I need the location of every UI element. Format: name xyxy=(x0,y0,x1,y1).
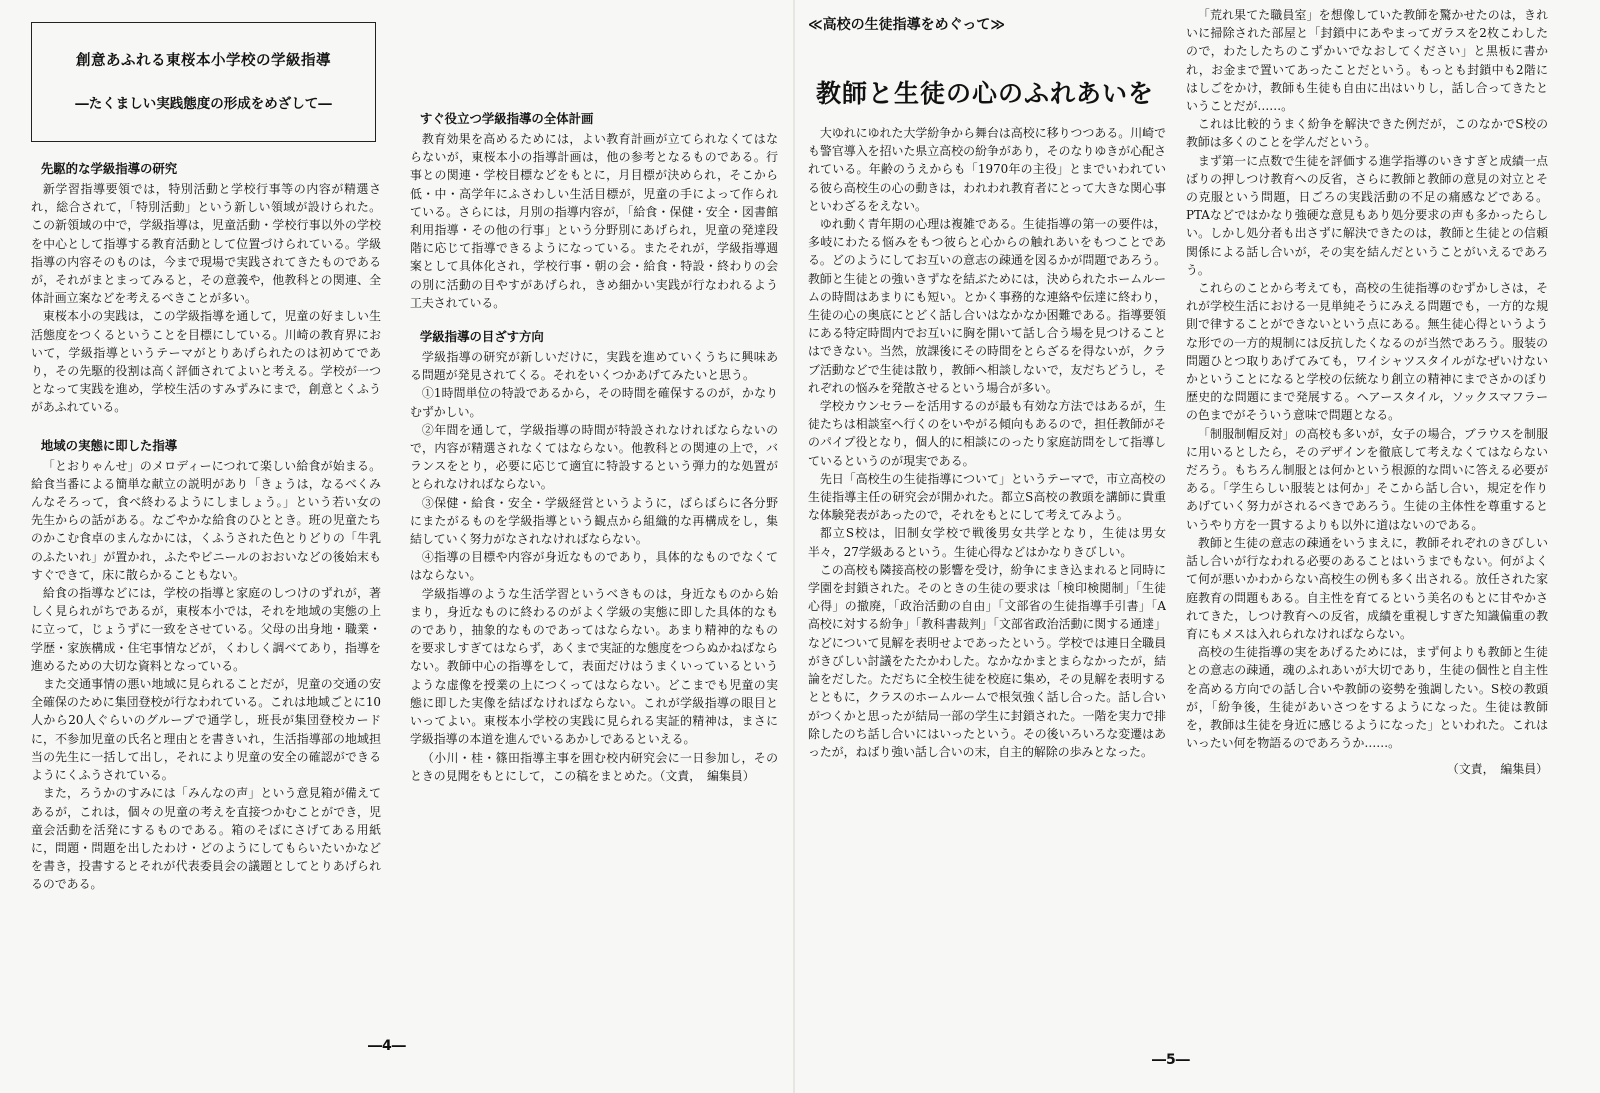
article-title: 創意あふれる東桜本小学校の学級指導 xyxy=(76,53,331,69)
paragraph: また交通事情の悪い地域に見られることだが，児童の交通の安全確保のために集団登校が行なわれている。これは地域ごとに10人から20人ぐらいのグループで通学し，班長が集団登校カードに，不参加児童の氏名と理由とを書きいれ，生活指導部の地域担当の先生に一括して出し，それにより児童の安全の確認ができるようにくふうされている。 xyxy=(31,677,381,783)
section-heading: 先駆的な学級指導の研究 xyxy=(40,161,178,176)
paragraph: 給食の指導などには，学校の指導と家庭のしつけのずれが，著しく見られがちであるが，東桜本小では，それを地域の実態の上に立って，じょうずに一致をさせている。父母の出身地・職業・学歴・家族構成・住宅事情などが，くわしく調べてあり，指導を進めるための大切な資料となっている。 xyxy=(31,586,381,673)
paragraph: 学校カウンセラーを活用するのが最も有効な方法ではあるが，生徒たちは相談室へ行くのをいやがる傾向もあるので，担任教師がそのパイプ役となり，個人的に相談にのったり家庭訪問をして指導しているというのが現実である。 xyxy=(808,399,1166,468)
paragraph: 「制服制帽反対」の高校も多いが，女子の場合，ブラウスを制服に用いるとしたら，そのデザインを徹底して考えなくてはならないだろう。もちろん制服とは何かという根源的な問いに答える必要がある。「学生らしい服装とは何か」そこから話し合い，規定を作りあげていく努力がされるべきであろう。生徒の主体性を尊重するというやり方を一貫するよりも以外に道はないのである。 xyxy=(1186,426,1548,532)
page-spine xyxy=(793,0,795,1093)
paragraph: 「とおりゃんせ」のメロディーにつれて楽しい給食が始まる。給食当番による簡単な献立の説明があり「きょうは，なるべくみんなそろって，食べ終わるようにしましょう。」という若い女の先生からの話がある。なごやかな給食のひととき。班の児童たちのかこむ食卓のまんなかには，くふうされた色とりどりの「牛乳のふたいれ」が置かれ，ふたやビニールのおおいなどの後始末もすぐできて，床に散らかることもない。 xyxy=(31,458,381,582)
list-item: ①1時間単位の特設であるから，その時間を確保するのが，かなりむずかしい。 xyxy=(410,386,778,419)
paragraph: 「荒れ果てた職員室」を想像していた教師を驚かせたのは，きれいに掃除された部屋と「封鎖中にあやまってガラスを2枚こわしたので，わたしたちのこずかいでなおしてください」と黒板に書かれ，お金まで置いてあったことだという。もっとも封鎖中も2階にはしごをかけ，教師も生徒も自由に出はいりし，話し合ってきたということだが……。 xyxy=(1186,8,1548,114)
paragraph: （小川・桂・篠田指導主事を囲む校内研究会に一日参加し，そのときの見聞をもとにして，この稿をまとめた。（文責， 編集員） xyxy=(410,750,778,783)
series-kicker: ≪高校の生徒指導をめぐって≫ xyxy=(808,17,1006,33)
section-heading: 学級指導の目ざす方向 xyxy=(419,329,544,345)
right-column-1 xyxy=(808,124,1166,1039)
section-heading: 地域の実態に即した指導 xyxy=(40,437,178,453)
list-item: ③保健・給食・安全・学級経営というように，ばらばらに各分野にまたがるものを学級指導という観点から組織的な再構成をし，集結していく努力がなされなければならない。 xyxy=(410,495,778,547)
paragraph: これは比較的うまく紛争を解決できた例だが，このなかでS校の教師は多くのことを学んだという。 xyxy=(1186,117,1548,150)
paragraph: ゆれ動く青年期の心理は複雑である。生徒指導の第一の要件は，多岐にわたる悩みをもつ彼らと心からの触れあいをもつことである。どのようにしてお互いの意志の疎通を図るかが問題であろう。教師と生徒との強いきずなを結ぶためには，決められたホームルームの時間はあまりにも短い。とかく事務的な連絡や伝達に終わり，生徒の心の奥底にとどく話し合いはなかなか困難である。指導要領にある特定時間内でお互いに胸を開いて話し合う場を見つけることはできない。当然，放課後にその時間をとらざるを得ないが，クラブ活動などで生徒は散り，教師へ相談しないで，友だちどうし，それぞれの悩みを発散させるという場合が多い。 xyxy=(808,217,1166,395)
paragraph: 東桜本小の実践は，この学級指導を通して，児童の好ましい生活態度をつくるということを目標にしている。川崎の教育界において，学級指導というテーマがとりあげられたのは初めてであり，その先駆的役割は高く評価されてよいと考える。学校が一つとなって実践を進め，学校生活のすみずみにまで，創意とくふうがあふれている。 xyxy=(31,309,381,415)
paragraph: まず第一に点数で生徒を評価する進学指導のいきすぎと成績一点ばりの押しつけ教育への反省，さらに教師と教師の意見の対立とその克服という問題，日ごろの実践活動の不足の痛感などである。PTAなどではかなり強硬な意見もあり処分要求の声も多かったらしい。しかし処分者も出さずに解決できたのは，教師と生徒との信頼関係による話し合いが，その実を結んだということがいえるであろう。 xyxy=(1186,153,1548,277)
page-number-left: ―4― xyxy=(368,1038,406,1054)
left-column-2 xyxy=(410,100,778,1040)
byline: （文責， 編集員） xyxy=(1446,762,1548,777)
article-headline: 教師と生徒の心のふれあいを xyxy=(815,79,1154,108)
paragraph: 先日「高校生の生徒指導について」というテーマで，市立高校の生徒指導主任の研究会が開かれた。都立S高校の教頭を講師に貴重な体験発表があったので，それをもとにして考えてみよう。 xyxy=(808,471,1166,523)
paragraph: 高校の生徒指導の実をあげるためには，まず何よりも教師と生徒との意志の疎通，魂のふれあいが大切であり，生徒の個性と自主性を高める方向での話し合いや教師の姿勢を強調したい。S校の教頭が，「紛争後，生徒があいさつをするようになった。生徒は教師を，教師は生徒を身近に感じるようになった」といわれた。これはいったい何を物語るのであろうか……。 xyxy=(1186,645,1548,751)
article-subtitle: ―たくましい実践態度の形成をめざして― xyxy=(75,96,332,112)
section-heading: すぐ役立つ学級指導の全体計画 xyxy=(419,111,594,126)
paragraph: また，ろうかのすみには「みんなの声」という意見箱が備えてあるが，これは，個々の児童の考えを直接つかむことができ，児童会活動を活発にするものである。箱のそばにさげてある用紙に，問題・問題を出したわけ・どのようにしてもらいたいかなどを書き，投書するとそれが代表委員会の議題としてとりあげられるのである。 xyxy=(31,786,381,892)
paragraph: これらのことから考えても，高校の生徒指導のむずかしさは，それが学校生活における一見単純そうにみえる問題でも，一方的な規則で律することができないという点にある。無生徒心得というような形での一方的規制には反抗したくなるのが当然であろう。服装の問題ひとつ取りあげてみても，ワイシャツスタイルがなぜいけないかということになると学校の伝統なり創立の精神にまでさかのぼり歴史的な問題にまで発展する。ヘアースタイル，ソックスマフラーの色までがそういう意味で問題となる。 xyxy=(1186,281,1548,423)
paragraph: 都立S校は，旧制女学校で戦後男女共学となり，生徒は男女半々，27学級あるという。生徒心得などはかなりきびしい。 xyxy=(808,526,1166,559)
list-item: ④指導の目標や内容が身近なものであり，具体的なものでなくてはならない。 xyxy=(410,550,778,583)
paragraph: この高校も隣接高校の影響を受け，紛争にまき込まれると同時に学園を封鎖された。そのときの生徒の要求は「検印検閲制」「生徒心得」の撤廃，「政治活動の自由」「文部省の生徒指導手引書」「A高校に対する紛争」「教科書裁判」「文部省政治活動に関する通達」などについて見解を表明せよであったという。学校では連日全職員がきびしい討議をたたかわした。なかなかまとまらなかったが，結論をだした。ただちに全校生徒を校庭に集め，その見解を表明するとともに，クラスのホームルームで根気強く話し合った。話し合いがつくかと思ったが結局一部の学生に封鎖された。一階を実力で排除したのち話し合いにはいったという。その後いろいろな変遷はあったが，ねばり強い話し合いの末，自主的解除の歩みとなった。 xyxy=(808,562,1166,759)
paragraph: 学級指導のような生活学習というべきものは，身近なものから始まり，身近なものに終わるのがよく学級の実態に即した具体的なものであり，抽象的なものであってはならない。あまり精神的なものを要求しすぎてはならず，あくまで実証的な態度をつらぬかねばならない。教師中心の指導をして，表面だけはうまくいっているというような虚像を授業の上につくってはならない。どこまでも児童の実態に即した実像を結ばなければならない。これが学級指導の眼目といってよい。東桜本小学校の実践に見られる実証的精神は，まさに学級指導の本道を進んでいるあかしであるといえる。 xyxy=(410,586,778,747)
paragraph: 新学習指導要領では，特別活動と学校行事等の内容が精選され，総合されて，「特別活動」という新しい領域が設けられた。この新領域の中で，学級指導は，児童活動・学校行事以外の学校を中心として指導する教育活動として位置づけられている。学級指導の内容そのものは，今まで現場で実践されてきたものであるが，それがまとまってみると，その意義や，他教科との関連、全体計画立案などを考えるべきことが多い。 xyxy=(31,182,381,306)
paragraph: 教師と生徒の意志の疎通をいうまえに，教師それぞれのきびしい話し合いが行なわれる必要のあることはいうまでもない。何がよくて何が悪いかわからない高校生の例も多く出される。放任された家庭教育の問題もある。自主性を育てるという美名のもとに甘やかされてきた，しつけ教育への反省，成績を重視しすぎた知識偏重の教育にもメスは入れられなければならない。 xyxy=(1186,535,1548,641)
paragraph: 教育効果を高めるためには，よい教育計画が立てられなくてはならないが，東桜本小の指導計画は，他の参考となるものである。行事との関連・学校目標などをもとに，月目標が決められ，そこから低・中・高学年にふさわしい生活目標が，児童の手によって作られている。さらには，月別の指導内容が，「給食・保健・安全・図書館利用指導・その他の行事」という分野別にあげられ，児童の発達段階に応じて指導できるようになっている。またそれが，学級指導週案として具体化され，学校行事・朝の会・給食・特設・終わりの会の別に活動の目やすがあげられ，きめ細かい実践が行なわれるよう工夫されている。 xyxy=(410,132,778,310)
right-column-2 xyxy=(1186,6,1548,1046)
paragraph: 学級指導の研究が新しいだけに，実践を進めていくうちに興味ある問題が発見されてくる。それをいくつかあげてみたいと思う。 xyxy=(410,350,778,383)
article-title-box xyxy=(31,22,376,142)
list-item: ②年間を通して，学級指導の時間が特設されなければならないので，内容が精選されなくてはならない。他教科との関連の上で，バランスをとり，必要に応じて適宜に特設するという弾力的な処置がとられなければならない。 xyxy=(410,422,778,492)
paragraph: 大ゆれにゆれた大学紛争から舞台は高校に移りつつある。川崎でも警官導入を招いた県立高校の紛争があり，そのなりゆきが心配されている。年齢のうえからも「1970年の主役」とまでいわれている彼ら高校生の心の動きは，われわれ教育者にとって大きな関心事といわざるをえない。 xyxy=(808,126,1166,213)
left-column-1 xyxy=(31,150,381,1035)
page-number-right: ―5― xyxy=(1152,1052,1190,1068)
